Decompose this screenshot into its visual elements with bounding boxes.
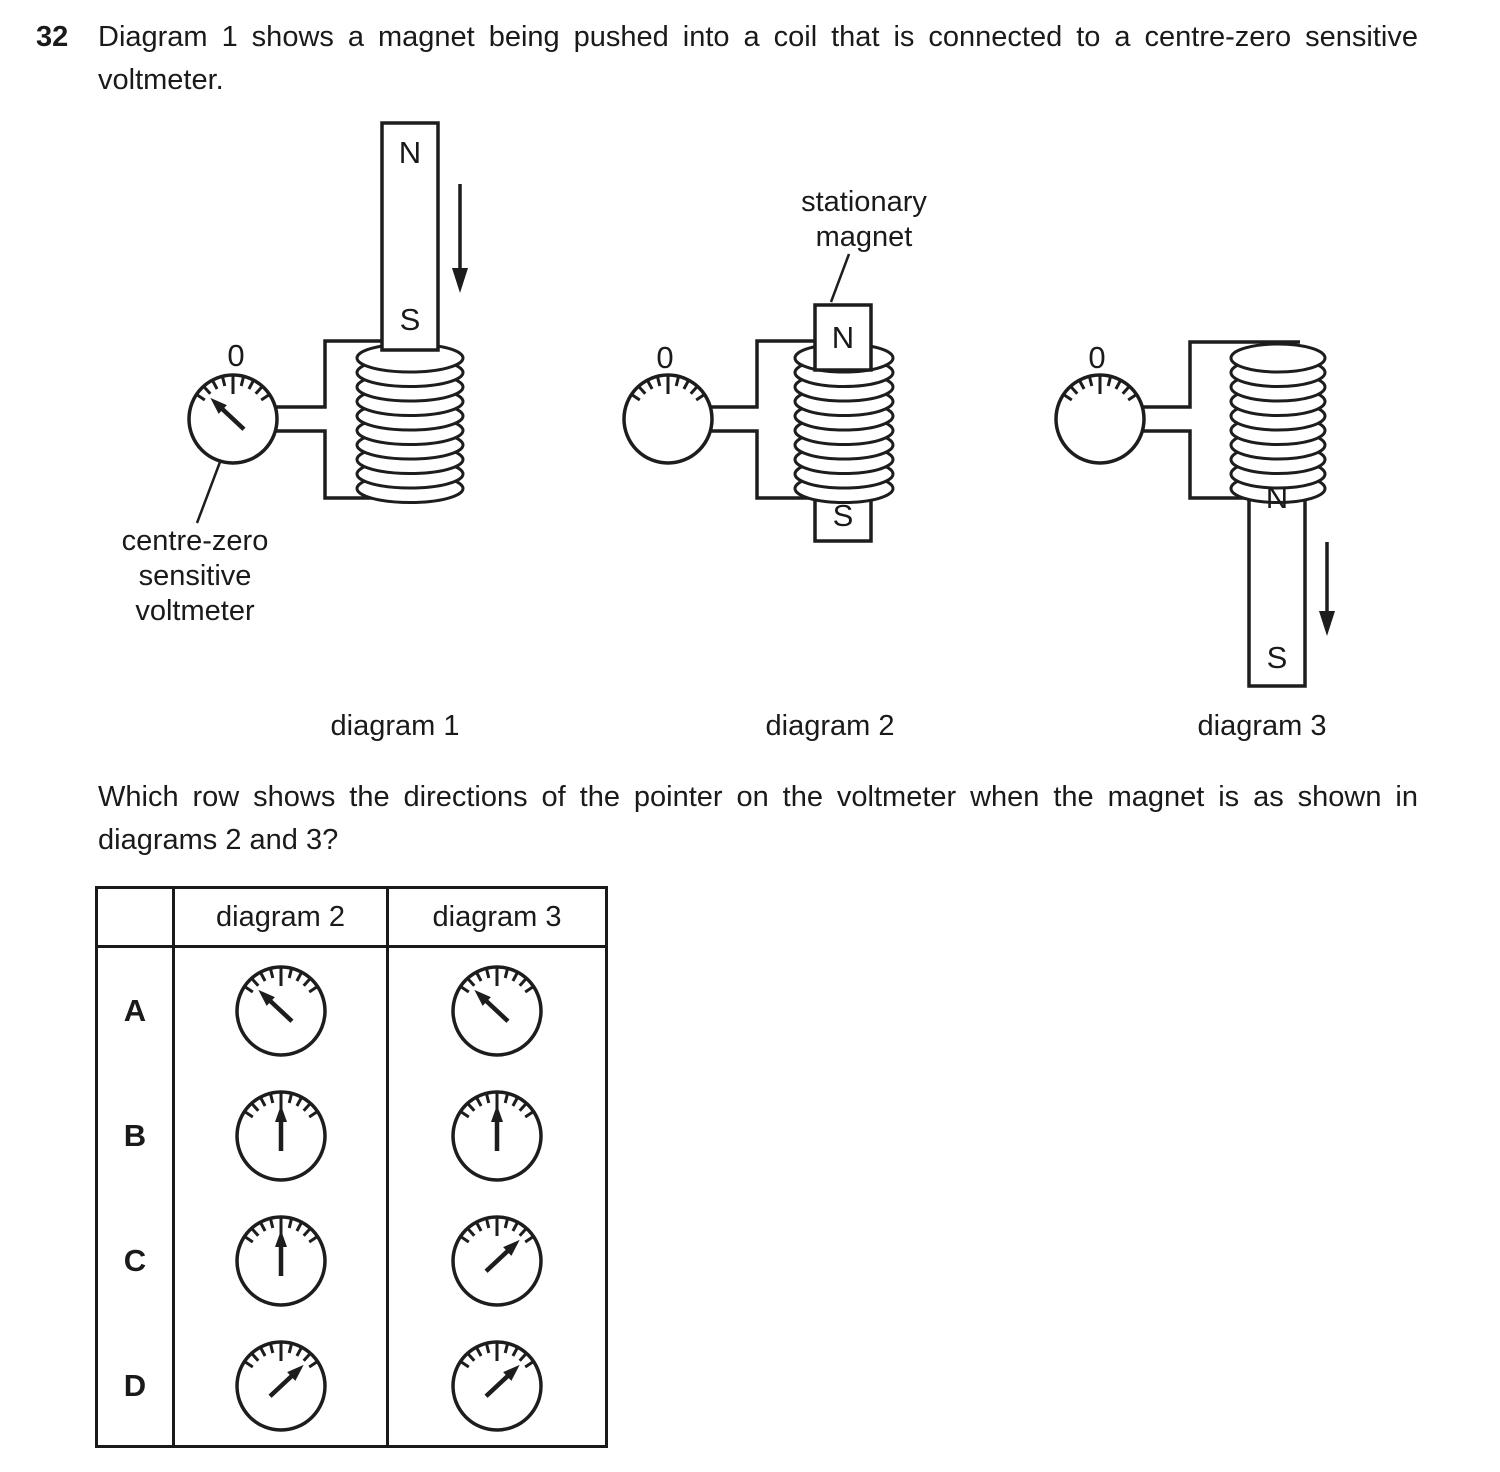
voltmeter — [442, 1331, 552, 1441]
row-label-d: D — [98, 1323, 175, 1448]
down-arrow-icon — [452, 184, 468, 293]
voltmeter — [226, 956, 336, 1066]
diagram-2 — [624, 186, 927, 742]
voltmeter-label-line3: voltmeter — [135, 595, 255, 627]
row-label-a: A — [98, 948, 175, 1073]
voltmeter-zero-label: 0 — [656, 340, 674, 375]
voltmeter — [442, 956, 552, 1066]
diagram-1-caption: diagram 1 — [330, 710, 460, 742]
question-prompt-line2: diagrams 2 and 3? — [98, 824, 339, 856]
diagram-1 — [122, 123, 468, 742]
magnet-pole-s: S — [1266, 640, 1288, 675]
diagram-3 — [1056, 340, 1335, 742]
meter-cell-b-diagram3 — [389, 1073, 605, 1198]
question-number: 32 — [36, 21, 69, 53]
meter-cell-d-diagram3 — [389, 1323, 605, 1448]
meter-cell-d-diagram2 — [175, 1323, 389, 1448]
magnet-pole-n: N — [1265, 480, 1289, 515]
stationary-magnet-label-line1: stationary — [801, 186, 927, 218]
voltmeter-zero-label: 0 — [1088, 340, 1106, 375]
question-intro-line1: Diagram 1 shows a magnet being pushed into a coil that is connected to a centre-zero sensitive — [98, 21, 1418, 53]
coil — [357, 344, 463, 503]
coil — [1231, 344, 1325, 503]
meter-cell-b-diagram2 — [175, 1073, 389, 1198]
header-diagram-2: diagram 2 — [175, 889, 389, 948]
meter-cell-a-diagram3 — [389, 948, 605, 1073]
row-label-b: B — [98, 1073, 175, 1198]
stationary-magnet-label — [801, 186, 927, 253]
label-leader-line — [831, 254, 849, 302]
voltmeter — [226, 1331, 336, 1441]
voltmeter-label — [122, 525, 269, 627]
stationary-magnet-label-line2: magnet — [815, 221, 913, 253]
header-diagram-3: diagram 3 — [389, 889, 605, 948]
magnet-pole-n: N — [398, 135, 422, 170]
question-prompt — [98, 776, 1418, 862]
voltmeter — [189, 375, 277, 463]
header-blank — [98, 889, 175, 948]
diagram-2-caption: diagram 2 — [765, 710, 895, 742]
voltmeter-label-line2: sensitive — [138, 560, 252, 592]
meter-cell-c-diagram2 — [175, 1198, 389, 1323]
magnet-pole-n: N — [831, 320, 855, 355]
voltmeter — [442, 1081, 552, 1191]
voltmeter — [226, 1206, 336, 1316]
question-prompt-line1: Which row shows the directions of the pointer on the voltmeter when the magnet is as shown in — [98, 781, 1418, 813]
label-leader-line — [197, 462, 220, 523]
voltmeter-zero-label: 0 — [227, 338, 245, 373]
row-label-c: C — [98, 1198, 175, 1323]
meter-cell-a-diagram2 — [175, 948, 389, 1073]
voltmeter — [1056, 375, 1144, 463]
magnet-pole-s: S — [399, 302, 421, 337]
question-intro-line2: voltmeter. — [98, 64, 224, 96]
voltmeter — [226, 1081, 336, 1191]
meter-cell-c-diagram3 — [389, 1198, 605, 1323]
voltmeter — [442, 1206, 552, 1316]
magnet-pole-s: S — [832, 498, 854, 533]
diagram-3-caption: diagram 3 — [1197, 710, 1327, 742]
answer-table — [95, 886, 608, 1448]
voltmeter-label-line1: centre-zero — [121, 525, 269, 557]
down-arrow-icon — [1319, 542, 1335, 636]
voltmeter — [624, 375, 712, 463]
